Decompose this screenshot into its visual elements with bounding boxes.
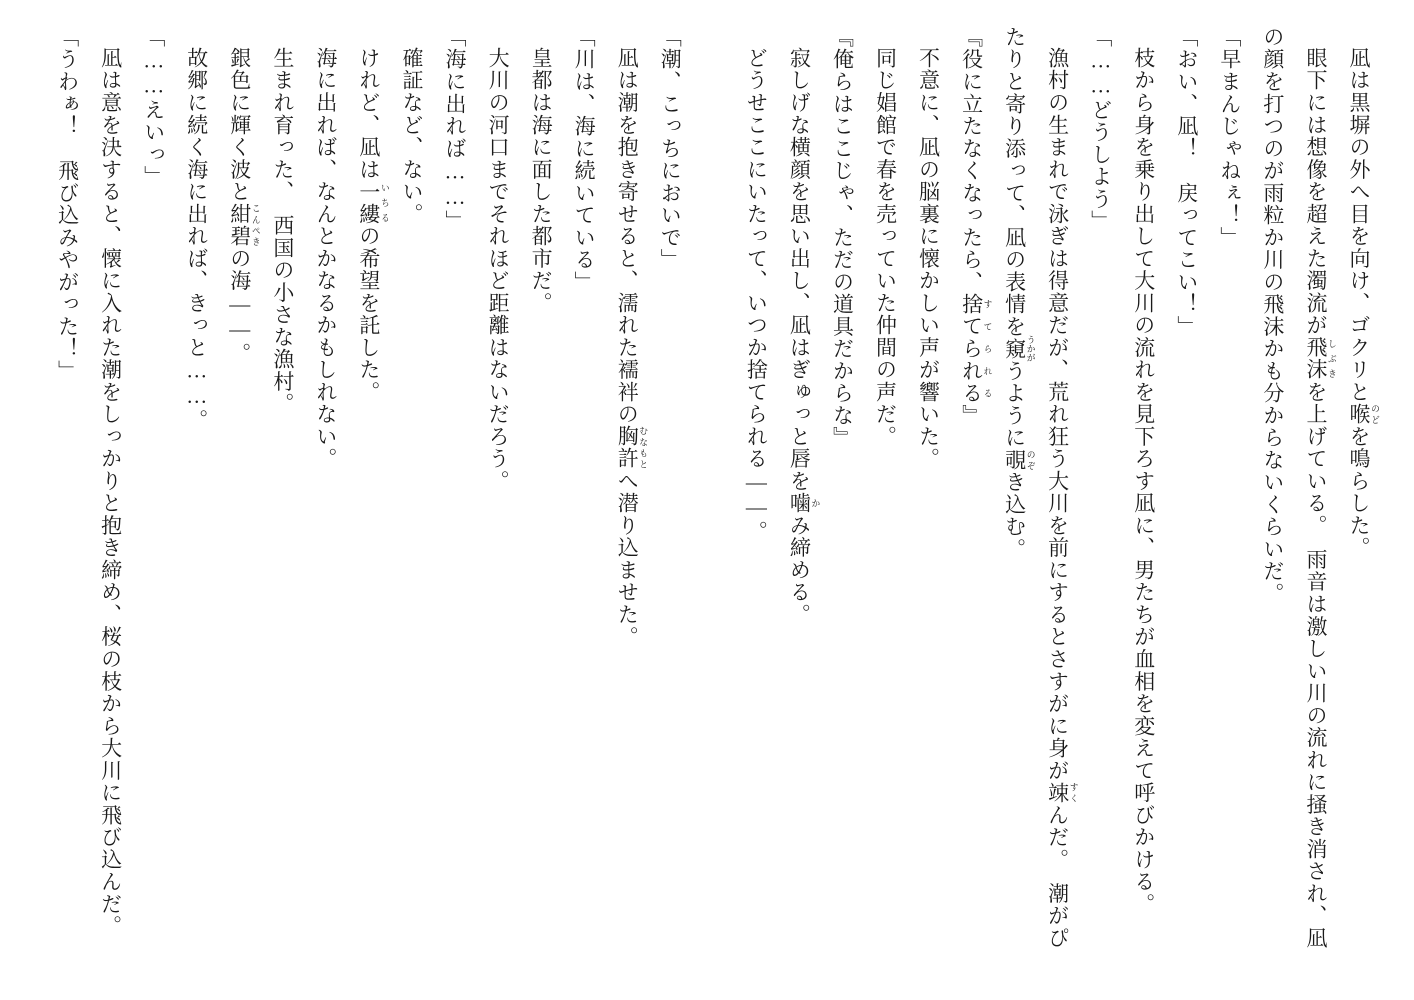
paragraph: 不意に、凪の脳裏に懐かしい声が響いた。 (916, 47, 941, 470)
ruby-annotation: すてられる (982, 293, 993, 405)
paragraph: 凪は黒塀の外へ目を向け、ゴクリと喉 のどを鳴らした。 (1347, 47, 1380, 559)
ruby-text: 紺碧 こんぺき (227, 202, 261, 248)
ruby-annotation: すく (1068, 781, 1079, 804)
paragraph: 「うわぁ！ 飛び込みやがった！」 (55, 26, 80, 383)
ruby-annotation: か (810, 492, 821, 515)
ruby-text: 覗 のぞ (1002, 448, 1036, 472)
paragraph: 生まれ育った、 西国の小さな漁村。 (270, 47, 295, 415)
ruby-annotation: のど (1370, 403, 1380, 426)
ruby-annotation: むなもと (638, 425, 649, 470)
paragraph: 大川の河口までそれほど距離はないだろう。 (486, 47, 511, 493)
paragraph: 「……どうしよう」 (1088, 26, 1113, 233)
paragraph: 凪は潮を抱き寄せると、濡れた襦袢の胸許 むなもとへ潜り込ませた。 (615, 47, 649, 649)
paragraph: 『役に立たなくなったら、捨てられる すてられる』 (959, 26, 993, 427)
ruby-text: 喉 のど (1347, 403, 1380, 426)
ruby-annotation: のぞ (1025, 448, 1036, 472)
paragraph: 眼下には想像を超えた濁流が飛沫 しぶきを上げている。 雨音は激しい川の流れに掻き消され、凪の顔を打つのが雨粒か川の飛沫かも分からないくらいだ。 (1260, 26, 1337, 950)
paragraph: 「潮、こっちにおいで」 (658, 26, 683, 271)
ruby-annotation: いちる (379, 180, 390, 226)
paragraph: 銀色に輝く波と紺碧 こんぺきの海――。 (227, 47, 261, 365)
ruby-text: 一縷 いちる (356, 180, 390, 226)
paragraph: 『俺らはここじゃ、ただの道具だからな』 (830, 26, 855, 449)
paragraph: 寂しげな横顔を思い出し、凪はぎゅっと唇を噛 かみ締める。 (787, 47, 821, 626)
paragraph: 「……えいっ」 (141, 26, 166, 188)
ruby-text: 窺 うかが (1002, 335, 1036, 363)
ruby-annotation: こんぺき (250, 202, 261, 248)
paragraph: けれど、凪は一縷 いちるの希望を託した。 (356, 47, 390, 404)
paragraph: 「おい、凪！ 戻ってこい！」 (1174, 26, 1199, 338)
vertical-text-body (34, 26, 1380, 970)
ruby-text: 胸許 むなもと (615, 425, 649, 470)
ruby-text: 竦 すく (1045, 781, 1079, 804)
paragraph: 故郷に続く海に出れば、きっと……。 (184, 47, 209, 432)
paragraph: どうせここにいたって、いつか捨てられる――。 (744, 47, 769, 543)
paragraph: 確証など、ない。 (399, 47, 424, 226)
ruby-annotation: うかが (1025, 335, 1036, 363)
paragraph: 枝から身を乗り出して大川の流れを見下ろす凪に、男たちが血相を変えて呼びかける。 (1131, 47, 1156, 916)
paragraph: 「海に出れば……」 (443, 26, 468, 233)
ruby-annotation: しぶき (1326, 336, 1337, 381)
paragraph: 「川は、海に続いている」 (572, 26, 597, 294)
paragraph: 海に出れば、なんとかなるかもしれない。 (313, 47, 338, 470)
paragraph: 皇都は海に面した都市だ。 (529, 47, 554, 315)
ruby-text: 飛沫 しぶき (1303, 336, 1337, 381)
paragraph: 凪は意を決すると、懐に入れた潮をしっかりと抱き締め、桜の枝から大川に飛び込んだ。 (98, 47, 123, 938)
paragraph: 同じ娼館で春を売っていた仲間の声だ。 (873, 47, 898, 448)
paragraph: 「早まんじゃねぇ！」 (1217, 26, 1242, 249)
ruby-text: 噛 か (787, 492, 821, 515)
ruby-text: 捨てられる すてられる (959, 293, 993, 405)
paragraph: 漁村の生まれで泳ぎは得意だが、荒れ狂う大川を前にするとさすがに身が竦 すくんだ。 潮がぴたりと寄り添って、凪の表情を窺 うかがうように覗 のぞき込む。 (1002, 26, 1079, 950)
paragraph-spacer (691, 26, 734, 970)
